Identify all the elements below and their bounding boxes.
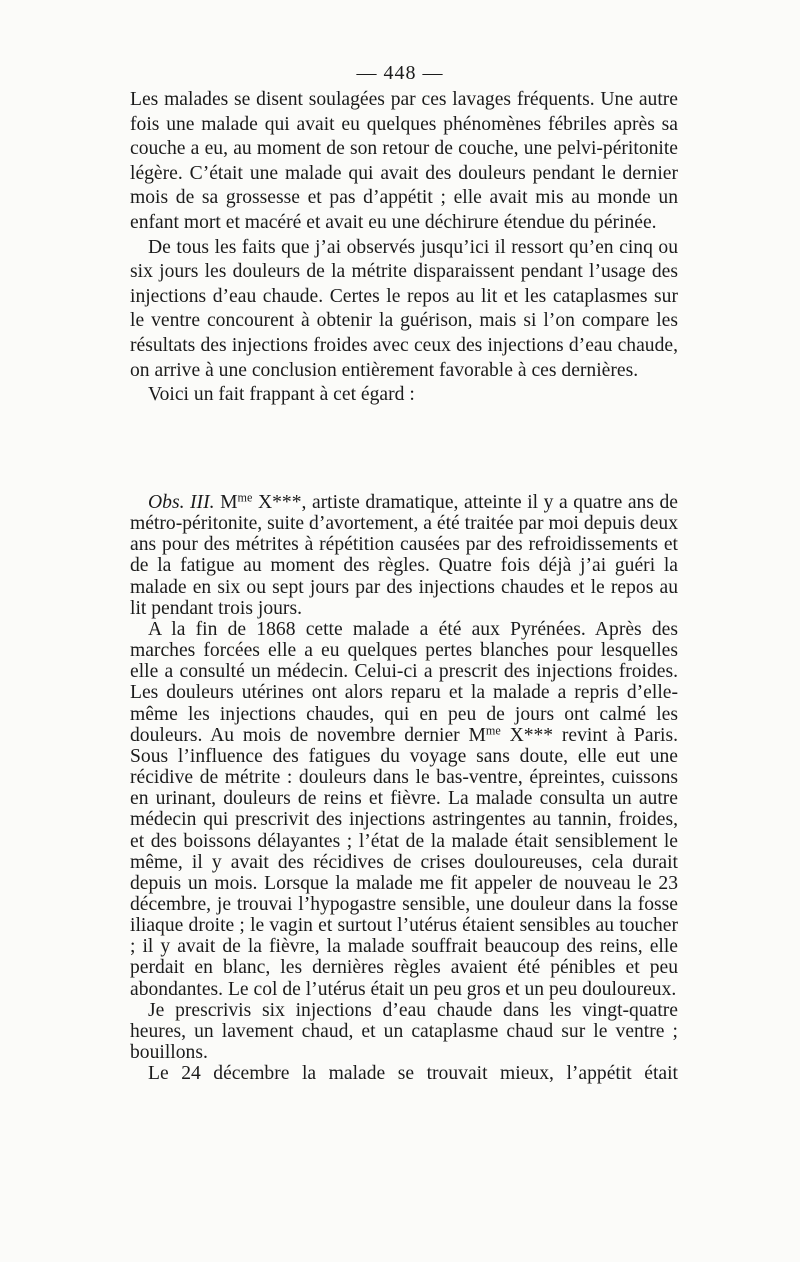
observation-p2-sup: me bbox=[485, 723, 501, 738]
observation-title-sup: me bbox=[237, 490, 253, 505]
page-number: — 448 — bbox=[356, 62, 444, 84]
observation-paragraph-2 bbox=[130, 619, 678, 1000]
observation-intro bbox=[130, 492, 678, 619]
observation-title-prefix: M bbox=[220, 492, 238, 513]
observation-block bbox=[130, 492, 678, 1084]
observation-label: Obs. III. bbox=[148, 492, 215, 513]
observation-p2-part2: X*** revint à Paris. Sous l’influence des fatigues du voyage sans doute, elle eut une récidive de métrite : douleurs dans le bas-ventre, épreintes, cuissons en urinant, douleurs de reins et fièvre. La malade consulta un autre médecin qui prescrivit des injections astringentes au tannin, froides, et des boissons délayantes ; l’état de la malade était sensiblement le même, il y avait des récidives de crises douloureuses, cela durait depuis un mois. Lorsque la malade me fit appeler de nouveau le 23 décembre, je trouvai l’hypogastre sensible, une douleur dans la fosse iliaque droite ; le vagin et surtout l’utérus étaient sensibles au toucher ; il y avait de la fièvre, la malade souffrait beaucoup des reins, elle perdait en blanc, les dernières règles avaient été pénibles et peu abondantes. Le col de l’utérus était un peu gros et un peu douloureux. bbox=[130, 724, 679, 1000]
upper-text-block bbox=[130, 88, 678, 408]
paragraph-1: Les malades se disent soulagées par ces lavages fréquents. Une autre fois une malade qui avait eu quelques phénomènes fébriles après sa couche a eu, au moment de son retour de couche, une pelvi-péritonite légère. C’était une malade qui avait des douleurs pendant le dernier mois de sa grossesse et pas d’appétit ; elle avait mis au monde un enfant mort et macéré et avait eu une déchirure étendue du périnée. bbox=[130, 89, 678, 233]
observation-paragraph-3: Je prescrivis six injections d’eau chaude dans les vingt-quatre heures, un lavement chaud, et un cataplasme chaud sur le ventre ; bouillons. bbox=[130, 999, 678, 1064]
observation-intro-text: , artiste dramatique, atteinte il y a quatre ans de métro-péritonite, suite d’avortement, a été traitée par moi depuis deux ans pour des métrites à répétition causées par des refroidissements et de la fatigue au moment des règles. Quatre fois déjà j’ai guéri la malade en six ou sept jours par des injections chaudes et le repos au lit pendant trois jours. bbox=[130, 492, 679, 619]
paragraph-3: Voici un fait frappant à cet égard : bbox=[148, 384, 415, 406]
paragraph-2: De tous les faits que j’ai observés jusqu’ici il ressort qu’en cinq ou six jours les douleurs de la métrite disparaissent pendant l’usage des injections d’eau chaude. Certes le repos au lit et les cataplasmes sur le ventre concourent à obtenir la guérison, mais si l’on compare les résultats des injections froides avec ceux des injections d’eau chaude, on arrive à une conclusion entièrement favorable à ces dernières. bbox=[130, 236, 678, 381]
observation-patient: X*** bbox=[257, 492, 302, 513]
observation-paragraph-4: Le 24 décembre la malade se trouvait mieux, l’appétit était bbox=[148, 1063, 678, 1085]
observation-p2-part1: A la fin de 1868 cette malade a été aux Pyrénées. Après des marches forcées elle a eu quelques pertes blanches pour lesquelles elle a consulté un médecin. Celui-ci a prescrit des injections froides. Les douleurs utérines ont alors reparu et la malade a repris d’elle-même les injections chaudes, qui en peu de jours ont calmé les douleurs. Au mois de novembre dernier M bbox=[130, 618, 678, 746]
